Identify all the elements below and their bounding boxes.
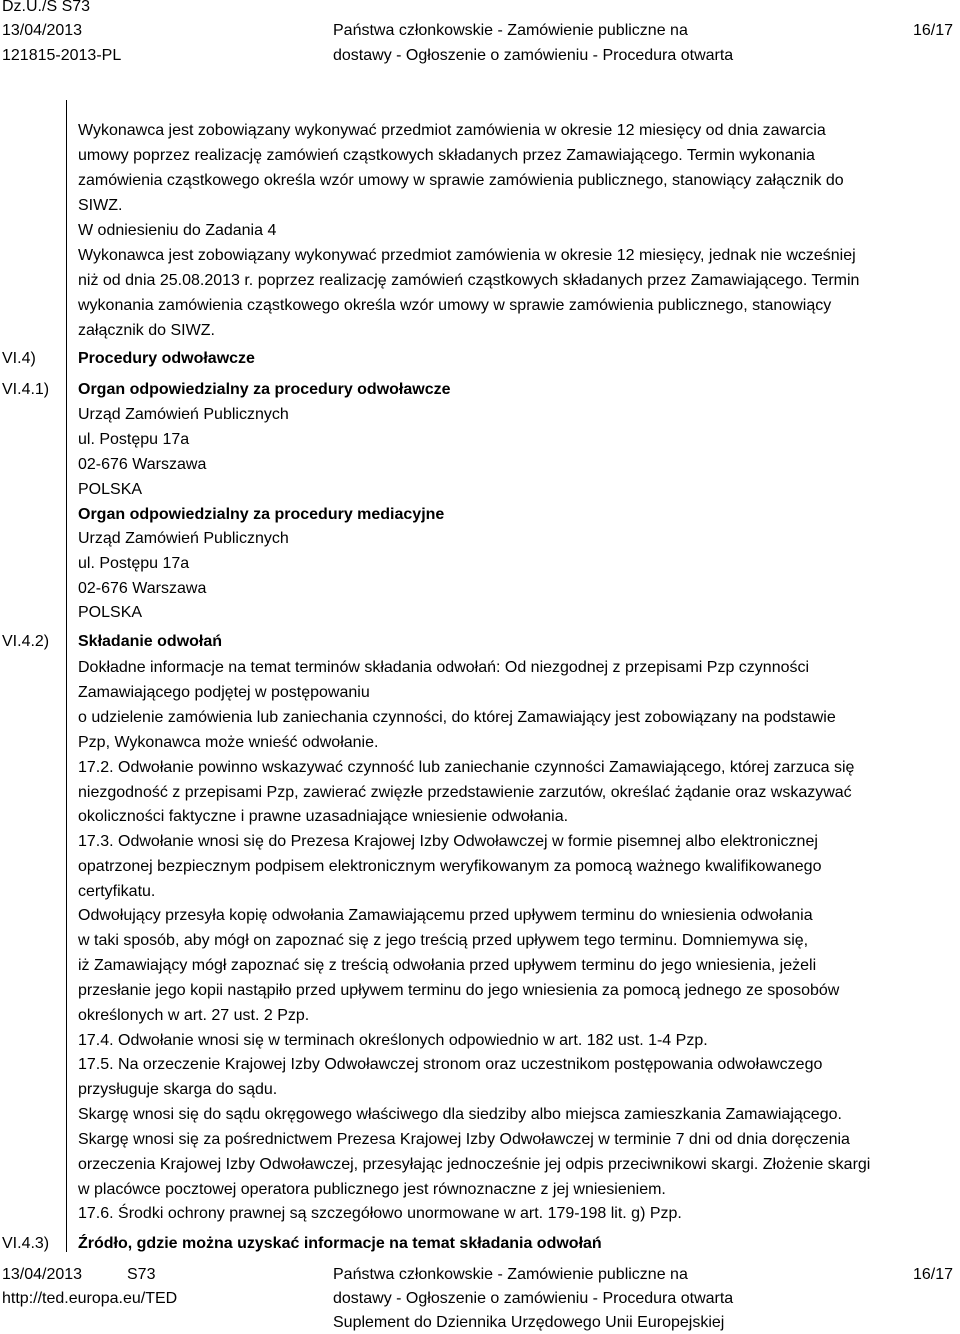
header-title-line2: dostawy - Ogłoszenie o zamówieniu - Procedura otwarta [333, 47, 734, 64]
header-date: 13/04/2013 [2, 22, 83, 39]
skladanie-line: 17.2. Odwołanie powinno wskazywać czynność lub zaniechanie czynności Zamawiającego, której zarzuca się [78, 759, 855, 776]
skladanie-line: iż Zamawiający mógł zapoznać się z treścią odwołania przed upływem terminu do jego wniesienia, jeżeli [78, 957, 817, 974]
organ-review-city: 02-676 Warszawa [78, 456, 207, 473]
section-number-vi42: VI.4.2) [2, 633, 50, 650]
skladanie-line: Skargę wnosi się do sądu okręgowego właściwego dla siedziby albo miejsca zamieszkania Zamawiającego. [78, 1106, 842, 1123]
skladanie-line: 17.6. Środki ochrony prawnej są szczegółowo unormowane w art. 179-198 lit. g) Pzp. [78, 1205, 682, 1222]
organ-review-country: POLSKA [78, 481, 143, 498]
organ-mediation-country: POLSKA [78, 604, 143, 621]
footer-title-line2: dostawy - Ogłoszenie o zamówieniu - Procedura otwarta [333, 1290, 734, 1307]
body-line: W odniesieniu do Zadania 4 [78, 222, 277, 239]
organ-mediation-name: Urząd Zamówień Publicznych [78, 530, 289, 547]
skladanie-line: przysługuje skarga do sądu. [78, 1081, 278, 1098]
body-line: Wykonawca jest zobowiązany wykonywać przedmiot zamówienia w okresie 12 miesięcy, jednak nie wcześniej [78, 247, 856, 264]
organ-review-street: ul. Postępu 17a [78, 431, 190, 448]
skladanie-line: 17.3. Odwołanie wnosi się do Prezesa Krajowej Izby Odwoławczej w formie pisemnej albo elektronicznej [78, 833, 818, 850]
footer-series: S73 [127, 1266, 156, 1283]
organ-mediation-title: Organ odpowiedzialny za procedury mediacyjne [78, 506, 445, 523]
header-title-line1: Państwa członkowskie - Zamówienie publiczne na [333, 22, 688, 39]
section-number-vi41: VI.4.1) [2, 381, 50, 398]
skladanie-line: Zamawiającego podjętej w postępowaniu [78, 684, 370, 701]
skladanie-line: orzeczenia Krajowej Izby Odwoławczej, przesyłając jednocześnie jej odpis przeciwnikowi skargi. Złożenie skargi [78, 1156, 871, 1173]
body-line: załącznik do SIWZ. [78, 322, 215, 339]
footer-page-number: 16/17 [913, 1266, 954, 1283]
section-title-skladanie: Składanie odwołań [78, 633, 223, 650]
body-line: niż od dnia 25.08.2013 r. poprzez realizację zamówień cząstkowych składanych przez Zamawiającego. Termin [78, 272, 860, 289]
footer-supplement: Suplement do Dziennika Urzędowego Unii Europejskiej [333, 1314, 725, 1331]
organ-review-title: Organ odpowiedzialny za procedury odwoławcze [78, 381, 451, 398]
skladanie-line: określonych w art. 27 ust. 2 Pzp. [78, 1007, 310, 1024]
skladanie-line: w placówce pocztowej operatora publicznego jest równoznaczne z jej wniesieniem. [78, 1181, 666, 1198]
header-page-number: 16/17 [913, 22, 954, 39]
section-margin-rule [66, 100, 67, 1252]
footer-url-link[interactable]: http://ted.europa.eu/TED [2, 1290, 178, 1307]
skladanie-line: 17.4. Odwołanie wnosi się w terminach określonych odpowiednio w art. 182 ust. 1-4 Pzp. [78, 1032, 708, 1049]
skladanie-line: w taki sposób, aby mógł on zapoznać się z jego treścią przed upływem tego terminu. Domniemywa się, [78, 932, 809, 949]
body-line: Wykonawca jest zobowiązany wykonywać przedmiot zamówienia w okresie 12 miesięcy od dnia zawarcia [78, 122, 826, 139]
footer-date: 13/04/2013 [2, 1266, 83, 1283]
skladanie-line: Skargę wnosi się za pośrednictwem Prezesa Krajowej Izby Odwoławczej w terminie 7 dni od dnia doręczenia [78, 1131, 850, 1148]
skladanie-line: 17.5. Na orzeczenie Krajowej Izby Odwoławczej stronom oraz uczestnikom postępowania odwoławczego [78, 1056, 823, 1073]
organ-review-name: Urząd Zamówień Publicznych [78, 406, 289, 423]
body-line: umowy poprzez realizację zamówień cząstkowych składanych przez Zamawiającego. Termin wykonania [78, 147, 815, 164]
skladanie-line: Odwołujący przesyła kopię odwołania Zamawiającemu przed upływem terminu do wniesienia odwołania [78, 907, 813, 924]
skladanie-line: okoliczności faktyczne i prawne uzasadniające wniesienie odwołania. [78, 808, 569, 825]
header-notice-id: 121815-2013-PL [2, 47, 122, 64]
skladanie-line: opatrzonej bezpiecznym podpisem elektronicznym weryfikowanym za pomocą ważnego kwalifikowanego [78, 858, 822, 875]
organ-mediation-city: 02-676 Warszawa [78, 580, 207, 597]
skladanie-line: Pzp, Wykonawca może wnieść odwołanie. [78, 734, 379, 751]
skladanie-line: Dokładne informacje na temat terminów składania odwołań: Od niezgodnej z przepisami Pzp czynności [78, 659, 810, 676]
skladanie-line: o udzielenie zamówienia lub zaniechania czynności, do której Zamawiający jest zobowiązany na podstawie [78, 709, 836, 726]
organ-mediation-street: ul. Postępu 17a [78, 555, 190, 572]
skladanie-line: przesłanie jego kopii nastąpiło przed upływem terminu do jego wniesienia za pomocą jednego ze sposobów [78, 982, 840, 999]
footer-title-line1: Państwa członkowskie - Zamówienie publiczne na [333, 1266, 688, 1283]
section-number-vi43: VI.4.3) [2, 1235, 50, 1252]
body-line: wykonania zamówienia cząstkowego określa wzór umowy w sprawie zamówienia publicznego, stanowiący [78, 297, 832, 314]
skladanie-line: niezgodność z przepisami Pzp, zawierać zwięzłe przedstawienie zarzutów, określać żądanie oraz wskazywać [78, 784, 852, 801]
header-journal-ref: Dz.U./S S73 [2, 0, 91, 15]
skladanie-line: certyfikatu. [78, 883, 156, 900]
body-line: zamówienia cząstkowego określa wzór umowy w sprawie zamówienia publicznego, stanowiący załącznik do [78, 172, 844, 189]
body-line: SIWZ. [78, 197, 123, 214]
section-number-vi4: VI.4) [2, 350, 36, 367]
section-title-zrodlo: Źródło, gdzie można uzyskać informacje na temat składania odwołań [78, 1235, 602, 1252]
section-title-procedury: Procedury odwoławcze [78, 350, 255, 367]
